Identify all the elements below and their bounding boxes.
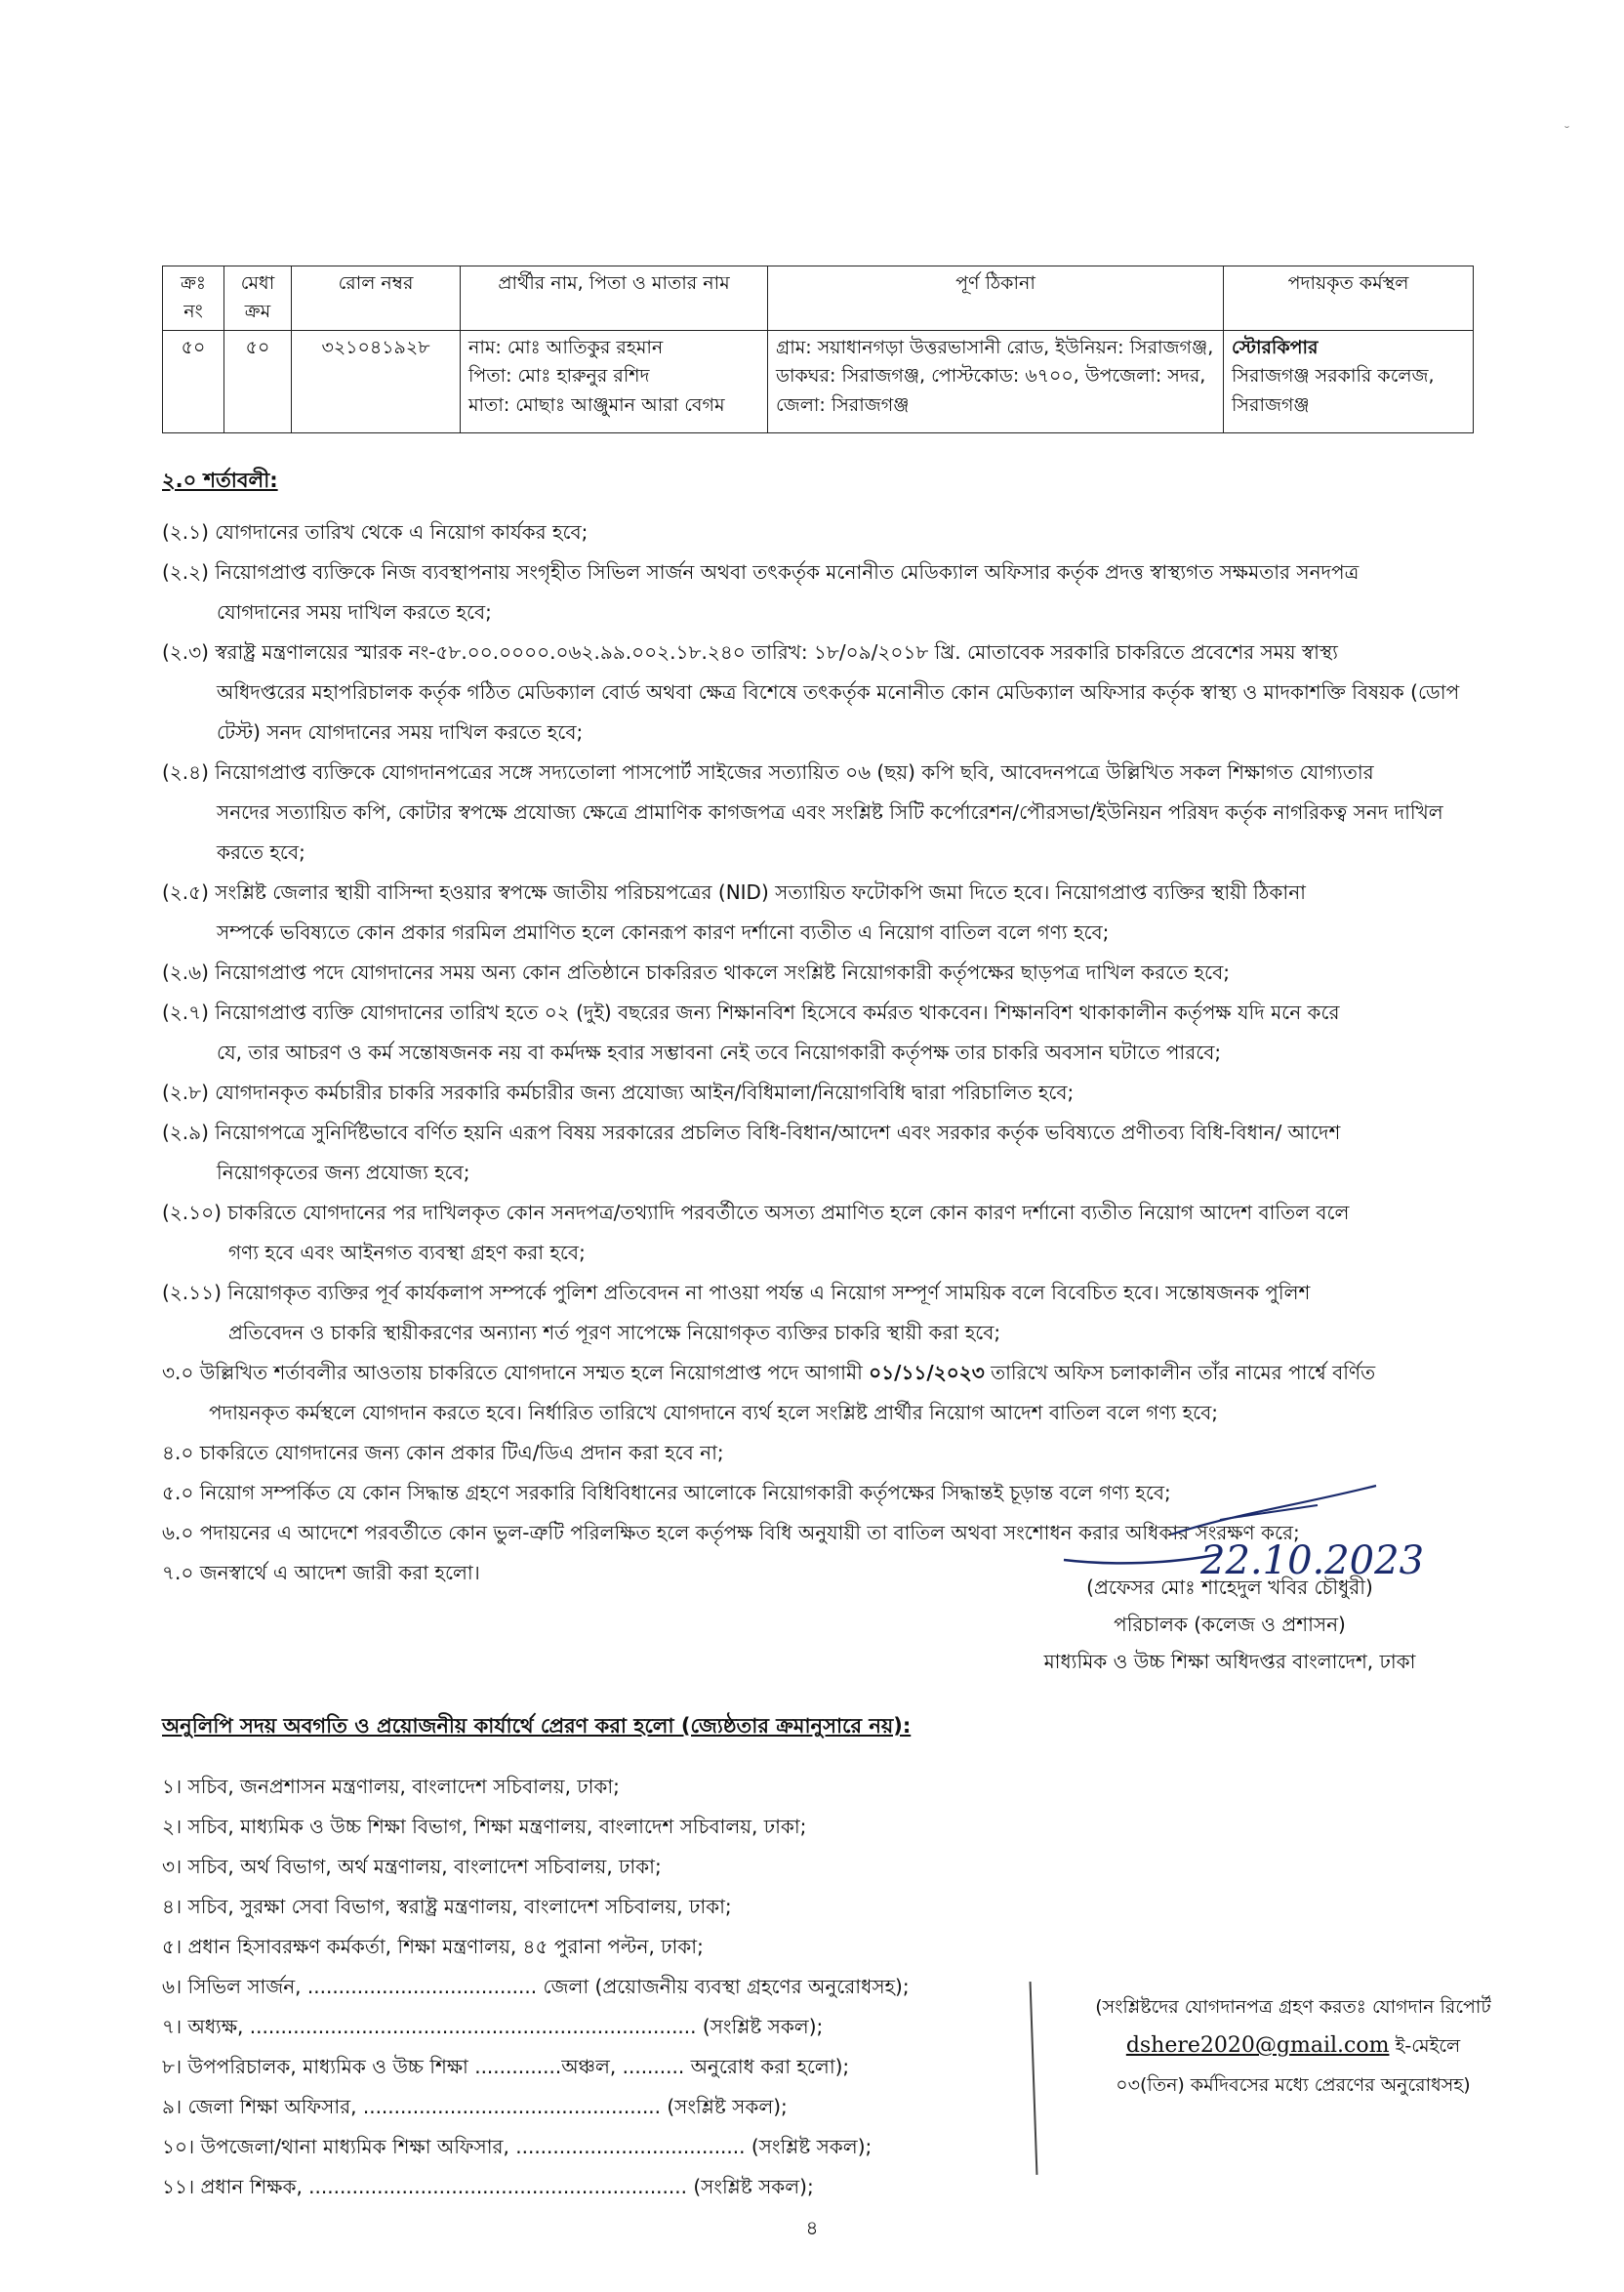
signatory-office: মাধ্যমিক ও উচ্চ শিক্ষা অধিদপ্তর বাংলাদেশ, ঢাকা: [1043, 1650, 1416, 1673]
list-item: ৮। উপপরিচালক, মাধ্যমিক ও উচ্চ শিক্ষা ..............অঞ্চল, .......... অনুরোধ করা হলো);: [162, 2055, 850, 2078]
joining-date: ০১/১১/২০২৩: [869, 1361, 985, 1384]
list-item: ১০। উপজেলা/থানা মাধ্যমিক শিক্ষা অফিসার, ..................................... (সংশ্লিষ্ট সকল);: [162, 2135, 873, 2158]
cell-posting: [1224, 330, 1474, 432]
clause-2-11: [162, 1273, 1483, 1353]
posting-office: সিরাজগঞ্জ সরকারি কলেজ, সিরাজগঞ্জ: [1232, 365, 1435, 416]
clause-5: ৫.০ নিয়োগ সম্পর্কিত যে কোন সিদ্ধান্ত গ্রহণে সরকারি বিধিবিধানের আলোকে নিয়োগকারী কর্তৃপক্ষের সিদ্ধান্তই চূড়ান্ত বলে গণ্য হবে;: [162, 1481, 1171, 1504]
conditions-list: [162, 512, 1483, 1593]
clause-line: (২.৮) যোগদানকৃত কর্মচারীর চাকরি সরকারি কর্মচারীর জন্য প্রযোজ্য আইন/বিধিমালা/নিয়োগবিধি দ্বারা পরিচালিত হবে;: [162, 1081, 1075, 1104]
clause-2-9: [162, 1113, 1483, 1193]
list-item: ১১। প্রধান শিক্ষক, ............................................................. (সংশ্লিষ্ট সকল);: [162, 2175, 814, 2198]
email-address: dshere2020@gmail.com: [1125, 2033, 1390, 2058]
col-name-header: প্রার্থীর নাম, পিতা ও মাতার নাম: [461, 266, 768, 331]
page-number: ৪: [805, 2216, 819, 2239]
clause-3-line: [162, 1353, 1483, 1393]
clause-line: (২.৯) নিয়োগপত্রে সুনির্দিষ্টভাবে বর্ণিত হয়নি এরূপ বিষয় সরকারের প্রচলিত বিধি-বিধান/আদেশ এবং সরকার কর্তৃক ভবিষ্যতে প্রণীতব্য বিধি-বিধান/ আদেশ: [162, 1121, 1341, 1144]
list-item: ৩। সচিব, অর্থ বিভাগ, অর্থ মন্ত্রণালয়, বাংলাদেশ সচিবালয়, ঢাকা;: [162, 1855, 662, 1878]
clause-line: (২.৭) নিয়োগপ্রাপ্ত ব্যক্তি যোগদানের তারিখ হতে ০২ (দুই) বছরের জন্য শিক্ষানবিশ হিসেবে কর্মরত থাকবেন। শিক্ষানবিশ থাকাকালীন কর্তৃপক্ষ যদি মনে করে: [162, 1001, 1340, 1024]
clause-continuation: অধিদপ্তরের মহাপরিচালক কর্তৃক গঠিত মেডিক্যাল বোর্ড অথবা ক্ষেত্র বিশেষে তৎকর্তৃক মনোনীত কোন মেডিক্যাল অফিসার কর্তৃক স্বাস্থ্য ও মাদকাশক্তি বিষয়ক (ডোপ টেস্ট) সনদ যোগদানের সময় দাখিল করতে হবে;: [217, 680, 1460, 744]
clause-7: ৭.০ জনস্বার্থে এ আদেশ জারী করা হলো।: [162, 1561, 480, 1584]
candidate-father: পিতা: মোঃ হারুনুর রশিদ: [468, 365, 650, 388]
clause-2-1: [162, 512, 1483, 553]
clause-line: (২.১০) চাকরিতে যোগদানের পর দাখিলকৃত কোন সনদপত্র/তথ্যাদি পরবর্তীতে অসত্য প্রমাণিত হলে কোন কারণ দর্শানো ব্যতীত নিয়োগ আদেশ বাতিল বলে: [162, 1201, 1350, 1224]
clause-2-6: [162, 953, 1483, 993]
clause-3-before: ৩.০ উল্লিখিত শর্তাবলীর আওতায় চাকরিতে যোগদানে সম্মত হলে নিয়োগপ্রাপ্ত পদে আগামী: [162, 1361, 870, 1384]
clause-2-2: [162, 553, 1483, 633]
clause-3-rest: পদায়নকৃত কর্মস্থলে যোগদান করতে হবে। নির্ধারিত তারিখে যোগদানে ব্যর্থ হলে সংশ্লিষ্ট প্রার্থীর নিয়োগ আদেশ বাতিল বলে গণ্য হবে;: [209, 1401, 1218, 1424]
clause-container: [162, 512, 1483, 1353]
list-item: ১। সচিব, জনপ্রশাসন মন্ত্রণালয়, বাংলাদেশ সচিবালয়, ঢাকা;: [162, 1775, 620, 1798]
table-row: [163, 330, 1474, 432]
clause-continuation: যে, তার আচরণ ও কর্ম সন্তোষজনক নয় বা কর্মদক্ষ হবার সম্ভাবনা নেই তবে নিয়োগকারী কর্তৃপক্ষ তার চাকরি অবসান ঘটাতে পারবে;: [217, 1041, 1222, 1064]
side-note: [1064, 1987, 1522, 2105]
signatory-block: [1015, 1569, 1444, 1680]
clause-6: ৬.০ পদায়নের এ আদেশে পরবর্তীতে কোন ভুল-ত্রুটি পরিলক্ষিত হলে কর্তৃপক্ষ বিধি অনুযায়ী তা বাতিল অথবা সংশোধন করার অধিকার সংরক্ষণ করে;: [162, 1521, 1300, 1544]
clause-line: (২.৬) নিয়োগপ্রাপ্ত পদে যোগদানের সময় অন্য কোন প্রতিষ্ঠানে চাকরিরত থাকলে সংশ্লিষ্ট নিয়োগকারী কর্তৃপক্ষের ছাড়পত্র দাখিল করতে হবে;: [162, 961, 1230, 984]
clause-2-4: [162, 753, 1483, 873]
appointment-table: [162, 266, 1474, 433]
col-posting-header: পদায়কৃত কর্মস্থল: [1224, 266, 1474, 331]
clause-2-7: [162, 993, 1483, 1073]
handwritten-signature: [1054, 1476, 1464, 1583]
side-note-line-1: (সংশ্লিষ্টদের যোগদানপত্র গ্রহণ করতঃ যোগদান রিপোর্ট: [1095, 1996, 1491, 2018]
clause-continuation: সনদের সত্যায়িত কপি, কোটার স্বপক্ষে প্রযোজ্য ক্ষেত্রে প্রামাণিক কাগজপত্র এবং সংশ্লিষ্ট সিটি কর্পোরেশন/পৌরসভা/ইউনিয়ন পরিষদ কর্তৃক নাগরিকত্ব সনদ দাখিল করতে হবে;: [217, 800, 1443, 864]
clause-line: (২.২) নিয়োগপ্রাপ্ত ব্যক্তিকে নিজ ব্যবস্থাপনায় সংগৃহীত সিভিল সার্জন অথবা তৎকর্তৃক মনোনীত মেডিক্যাল অফিসার কর্তৃক প্রদত্ত স্বাস্থ্যগত সক্ষমতার সনদপত্র: [162, 560, 1360, 584]
list-item: ৭। অধ্যক্ষ, ........................................................................ (সংশ্লিষ্ট সকল);: [162, 2015, 824, 2038]
clause-line: (২.১১) নিয়োগকৃত ব্যক্তির পূর্ব কার্যকলাপ সম্পর্কে পুলিশ প্রতিবেদন না পাওয়া পর্যন্ত এ নিয়োগ সম্পূর্ণ সাময়িক বলে বিবেচিত হবে। সন্তোষজনক পুলিশ: [162, 1281, 1311, 1304]
copy-heading: অনুলিপি সদয় অবগতি ও প্রয়োজনীয় কার্যার্থে প্রেরণ করা হলো (জ্যেষ্ঠতার ক্রমানুসারে নয়):: [162, 1714, 912, 1738]
signatory-name: (প্রফেসর মোঃ শাহেদুল খবির চৌধুরী): [1086, 1576, 1373, 1599]
clause-3: [162, 1353, 1483, 1433]
side-note-line-3: ০৩(তিন) কর্মদিবসের মধ্যে প্রেরণের অনুরোধসহ): [1116, 2074, 1471, 2096]
col-address-header: পূর্ণ ঠিকানা: [768, 266, 1224, 331]
cell-serial: ৫০: [163, 330, 224, 432]
clause-continuation: সম্পর্কে ভবিষ্যতে কোন প্রকার গরমিল প্রমাণিত হলে কোনরূপ কারণ দর্শানো ব্যতীত এ নিয়োগ বাতিল বলে গণ্য হবে;: [217, 921, 1110, 944]
clause-2-3: [162, 633, 1483, 753]
clause-2-5: [162, 873, 1483, 953]
side-note-line-2: [1064, 2026, 1522, 2066]
cell-address: গ্রাম: সয়াধানগড়া উত্তরভাসানী রোড, ইউনিয়ন: সিরাজগঞ্জ, ডাকঘর: সিরাজগঞ্জ, পোস্টকোড: ৬৭০০, উপজেলা: সদর, জেলা: সিরাজগঞ্জ: [768, 330, 1224, 432]
signatory-designation: পরিচালক (কলেজ ও প্রশাসন): [1114, 1613, 1346, 1636]
clause-line: (২.৫) সংশ্লিষ্ট জেলার স্থায়ী বাসিন্দা হওয়ার স্বপক্ষে জাতীয় পরিচয়পত্রের (NID) সত্যায়িত ফটোকপি জমা দিতে হবে। নিয়োগপ্রাপ্ত ব্যক্তির স্থায়ী ঠিকানা: [162, 880, 1306, 904]
clause-line: (২.৪) নিয়োগপ্রাপ্ত ব্যক্তিকে যোগদানপত্রের সঙ্গে সদ্যতোলা পাসপোর্ট সাইজের সত্যায়িত ০৬ (ছয়) কপি ছবি, আবেদনপত্রে উল্লিখিত সকল শিক্ষাগত যোগ্যতার: [162, 760, 1374, 784]
clause-line: (২.১) যোগদানের তারিখ থেকে এ নিয়োগ কার্যকর হবে;: [162, 520, 589, 544]
post-title: স্টোরকিপার: [1232, 336, 1319, 358]
col-merit-header: মেধা ক্রম: [224, 266, 292, 331]
cell-candidate: [461, 330, 768, 432]
cell-roll: ৩২১০৪১৯২৮: [292, 330, 461, 432]
conditions-heading: ২.০ শর্তাবলী:: [162, 469, 278, 492]
clause-4: ৪.০ চাকরিতে যোগদানের জন্য কোন প্রকার টিএ/ডিএ প্রদান করা হবে না;: [162, 1441, 724, 1464]
signature-date: 22.10.2023: [1200, 1538, 1425, 1583]
clause-continuation: যোগদানের সময় দাখিল করতে হবে;: [217, 600, 492, 624]
col-roll-header: রোল নম্বর: [292, 266, 461, 331]
cell-merit: ৫০: [224, 330, 292, 432]
clause-continuation: গণ্য হবে এবং আইনগত ব্যবস্থা গ্রহণ করা হবে;: [228, 1241, 586, 1264]
candidate-mother: মাতা: মোছাঃ আঞ্জুমান আরা বেগম: [468, 393, 725, 416]
clause-2-8: [162, 1073, 1483, 1113]
candidate-name: নাম: মোঃ আতিকুর রহমান: [468, 336, 664, 358]
copy-list: [162, 1767, 1040, 2207]
clause-3-after: তারিখে অফিস চলাকালীন তাঁর নামের পার্শ্বে বর্ণিত: [984, 1361, 1376, 1384]
email-suffix: ই-মেইলে: [1389, 2035, 1461, 2057]
list-item: ৪। সচিব, সুরক্ষা সেবা বিভাগ, স্বরাষ্ট্র মন্ত্রণালয়, বাংলাদেশ সচিবালয়, ঢাকা;: [162, 1895, 732, 1918]
scan-mark: ˘: [1563, 125, 1570, 141]
table-header-row: [163, 266, 1474, 331]
col-serial-header: ক্রঃ নং: [163, 266, 224, 331]
clause-continuation: প্রতিবেদন ও চাকরি স্থায়ীকরণের অন্যান্য শর্ত পূরণ সাপেক্ষে নিয়োগকৃত ব্যক্তির চাকরি স্থায়ী করা হবে;: [228, 1321, 1001, 1344]
list-item: ৫। প্রধান হিসাবরক্ষণ কর্মকর্তা, শিক্ষা মন্ত্রণালয়, ৪৫ পুরানা পল্টন, ঢাকা;: [162, 1935, 704, 1958]
list-item: ২। সচিব, মাধ্যমিক ও উচ্চ শিক্ষা বিভাগ, শিক্ষা মন্ত্রণালয়, বাংলাদেশ সচিবালয়, ঢাকা;: [162, 1815, 807, 1838]
clause-2-10: [162, 1193, 1483, 1273]
clause-line: (২.৩) স্বরাষ্ট্র মন্ত্রণালয়ের স্মারক নং-৫৮.০০.০০০০.০৬২.৯৯.০০২.১৮.২৪০ তারিখ: ১৮/০৯/২০১৮ খ্রি. মোতাবেক সরকারি চাকরিতে প্রবেশের সময় স্বাস্থ্য: [162, 640, 1338, 664]
list-item: ৯। জেলা শিক্ষা অফিসার, ................................................ (সংশ্লিষ্ট সকল);: [162, 2095, 788, 2118]
list-item: ৬। সিভিল সার্জন, ..................................... জেলা (প্রয়োজনীয় ব্যবস্থা গ্রহণের অনুরোধসহ);: [162, 1975, 910, 1998]
clause-continuation: নিয়োগকৃতের জন্য প্রযোজ্য হবে;: [217, 1161, 470, 1184]
